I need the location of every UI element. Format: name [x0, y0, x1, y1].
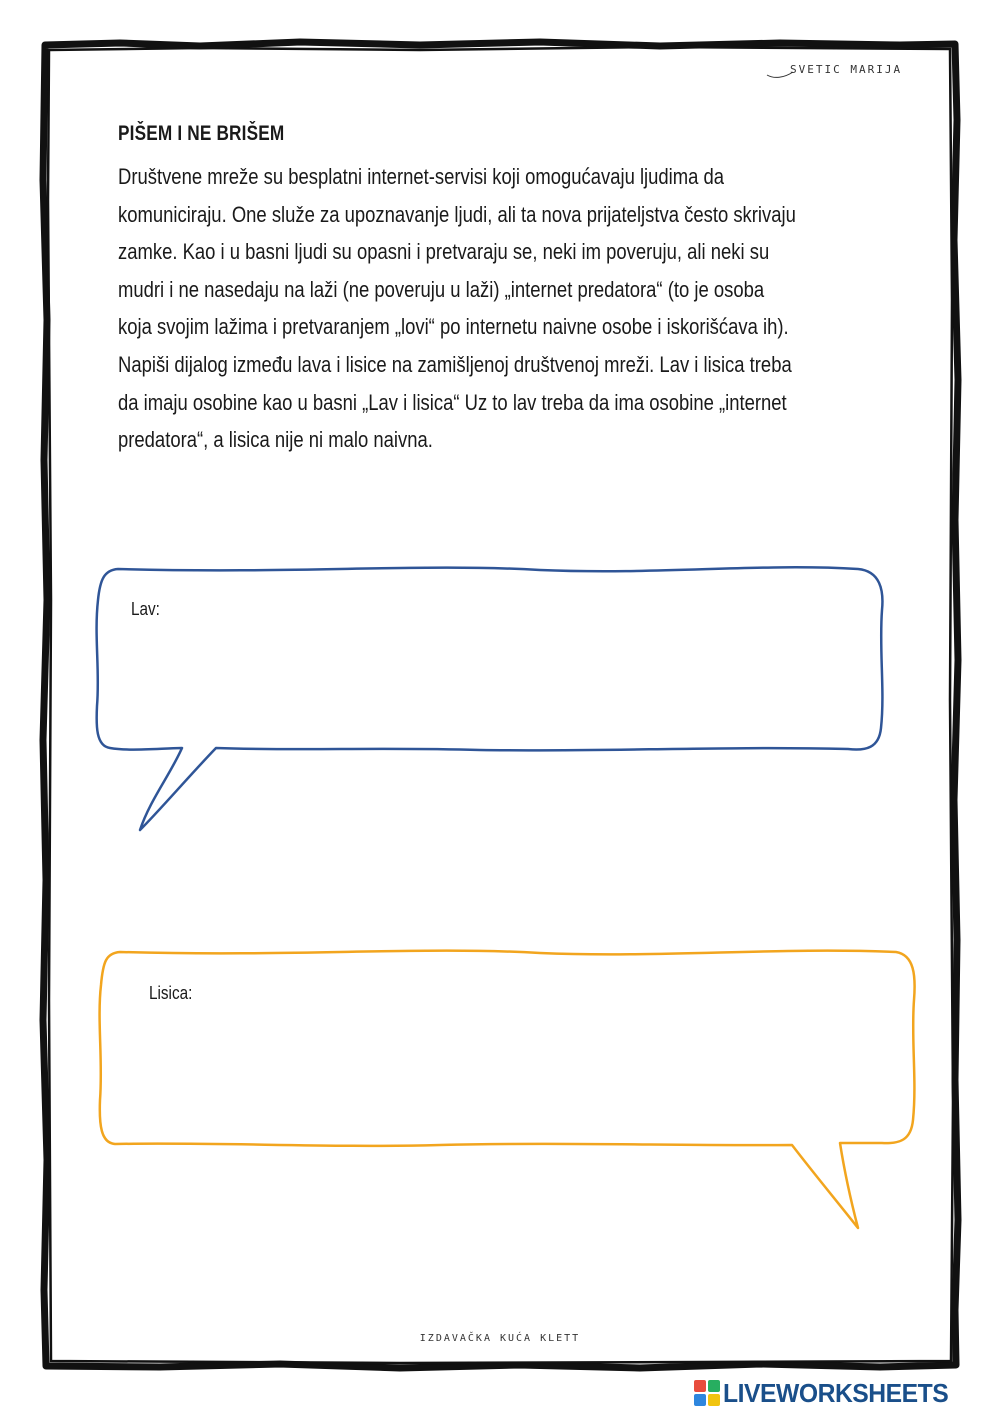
liveworksheets-wordmark: LIVEWORKSHEETS	[723, 1377, 949, 1408]
worksheet-title: PIŠEM I NE BRIŠEM	[118, 122, 285, 145]
instructions-paragraph	[118, 158, 877, 459]
liveworksheets-badge[interactable]	[694, 1378, 960, 1408]
paragraph-line: mudri i ne nasedaju na laži (ne poveruju u laži) „internet predatora“ (to je osoba	[118, 276, 765, 302]
paragraph-line: Napiši dijalog između lava i lisice na zamišljenoj društvenoj mreži. Lav i lisica treba	[118, 351, 792, 377]
paragraph-line: Društvene mreže su besplatni internet-servisi koji omogućavaju ljudima da	[118, 164, 725, 189]
fox-label: Lisica:	[149, 983, 193, 1003]
lion-label: Lav:	[131, 599, 160, 619]
fox-answer-input[interactable]	[148, 1010, 892, 1132]
paragraph-line: zamke. Kao i u basni ljudi su opasni i pretvaraju se, neki im poveruju, ali neki su	[118, 239, 770, 265]
paragraph-line: predatora“, a lisica nije ni malo naivna.	[118, 427, 433, 453]
paragraph-line: komuniciraju. One služe za upoznavanje ljudi, ali ta nova prijateljstva često skrivaju	[118, 201, 796, 227]
paragraph-line: da imaju osobine kao u basni „Lav i lisica“ Uz to lav treba da ima osobine „internet	[118, 389, 787, 415]
paragraph-line: koja svojim lažima i pretvaranjem „lovi“ po internetu naivne osobe i iskorišćava ih).	[118, 314, 789, 340]
author-signature: SVETIC MARIJA	[790, 63, 903, 76]
publisher-footer: IZDAVAČKA KUĆA KLETT	[419, 1333, 581, 1344]
signature-swoosh-icon	[766, 70, 794, 80]
lion-answer-input[interactable]	[130, 625, 864, 739]
liveworksheets-logo-icon	[694, 1380, 720, 1406]
